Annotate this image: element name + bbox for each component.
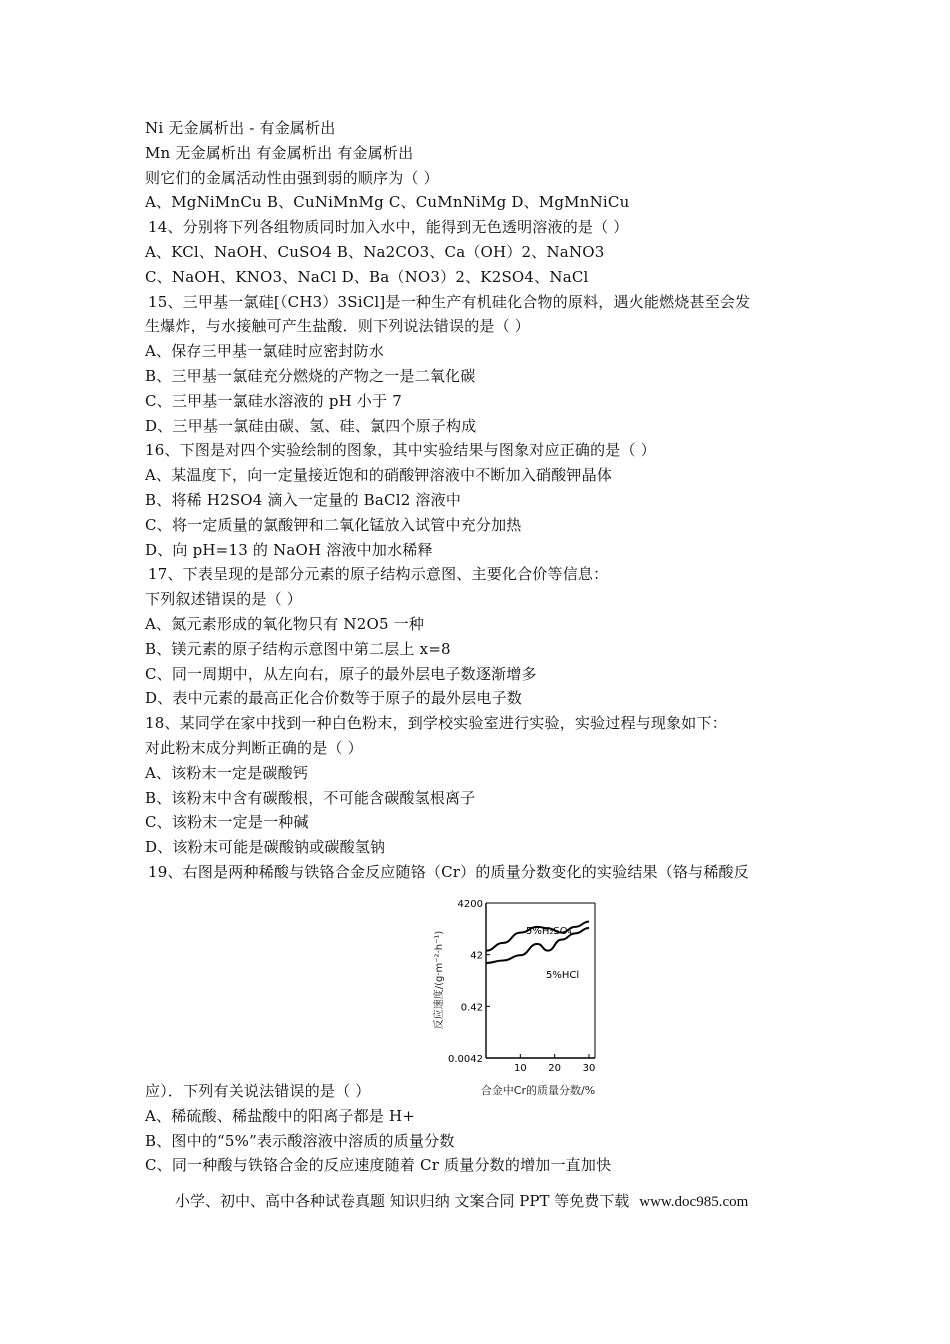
footer-link[interactable]: www.doc985.com — [639, 1194, 749, 1210]
text-line: A、该粉末一定是碳酸钙 — [145, 763, 309, 782]
text-line: B、镁元素的原子结构示意图中第二层上 x=8 — [145, 639, 451, 658]
text-line: D、三甲基一氯硅由碳、氢、硅、氯四个原子构成 — [145, 416, 477, 435]
text-line: 16、下图是对四个实验绘制的图象，其中实验结果与图象对应正确的是（ ） — [145, 441, 656, 460]
text-line: D、该粉末可能是碳酸钠或碳酸氢钠 — [145, 838, 386, 857]
text-line: C、同一种酸与铁铬合金的反应速度随着 Cr 质量分数的增加一直加快 — [145, 1156, 612, 1175]
text-line: B、三甲基一氯硅充分燃烧的产物之一是二氧化碳 — [145, 367, 476, 385]
text-line: 17、下表呈现的是部分元素的原子结构示意图、主要化合价等信息： — [148, 565, 609, 584]
text-line: D、向 pH=13 的 NaOH 溶液中加水稀释 — [145, 540, 433, 559]
text-line: 19、右图是两种稀酸与铁铬合金反应随铬（Cr）的质量分数变化的实验结果（铬与稀酸反 — [148, 863, 749, 881]
text-line: A、氮元素形成的氧化物只有 N2O5 一种 — [145, 615, 425, 633]
text-line: 14、分别将下列各组物质同时加入水中，能得到无色透明溶液的是（ ） — [148, 218, 629, 237]
series-label: 5%H₂SO₄ — [526, 926, 572, 937]
series-label: 5%HCl — [546, 970, 580, 981]
text-line: 对此粉末成分判断正确的是（ ） — [145, 739, 363, 757]
y-tick-label: 4200 — [457, 899, 483, 910]
text-line: C、NaOH、KNO3、NaCl D、Ba（NO3）2、K2SO4、NaCl — [145, 267, 589, 286]
text-line: A、稀硫酸、稀盐酸中的阳离子都是 H+ — [145, 1106, 416, 1125]
text-line: C、三甲基一氯硅水溶液的 pH 小于 7 — [145, 391, 403, 410]
text-line: A、KCl、NaOH、CuSO4 B、Na2CO3、Ca（OH）2、NaNO3 — [145, 243, 605, 261]
text-line: A、某温度下，向一定量接近饱和的硝酸钾溶液中不断加入硝酸钾晶体 — [145, 466, 613, 485]
text-line: 15、三甲基一氯硅[（CH3）3SiCl]是一种生产有机硅化合物的原料，遇火能燃烧甚至会发 — [148, 292, 751, 311]
chart-xlabel: 合金中Cr的质量分数/% — [480, 1084, 596, 1097]
text-line: 下列叙述错误的是（ ） — [145, 590, 302, 609]
text-line: B、该粉末中含有碳酸根，不可能含碳酸氢根离子 — [145, 788, 476, 807]
text-line: C、将一定质量的氯酸钾和二氧化锰放入试管中充分加热 — [145, 515, 522, 534]
text-line: Ni 无金属析出 - 有金属析出 — [145, 119, 336, 137]
text-line: 应）．下列有关说法错误的是（ ） — [145, 1082, 371, 1100]
reaction-rate-chart — [428, 898, 624, 1104]
text-line: B、图中的“5%”表示酸溶液中溶质的质量分数 — [145, 1131, 455, 1150]
x-tick-label: 30 — [582, 1063, 596, 1074]
x-tick-label: 20 — [548, 1063, 562, 1074]
text-line: A、MgNiMnCu B、CuNiMnMg C、CuMnNiMg D、MgMnNiCu — [145, 193, 630, 212]
footer-text: 小学、初中、高中各种试卷真题 知识归纳 文案合同 PPT 等免费下载 — [175, 1192, 630, 1210]
text-line: 生爆炸，与水接触可产生盐酸．则下列说法错误的是（ ） — [145, 317, 530, 336]
text-line: A、保存三甲基一氯硅时应密封防水 — [145, 342, 385, 361]
text-line: C、同一周期中，从左向右，原子的最外层电子数逐渐增多 — [145, 664, 537, 683]
chart-ylabel: 反应速度/(g·m⁻²·h⁻¹) — [434, 930, 445, 1030]
text-line: 18、某同学在家中找到一种白色粉末，到学校实验室进行实验，实验过程与现象如下： — [145, 714, 727, 733]
y-tick-label: 0.42 — [460, 1002, 483, 1014]
footer — [175, 1191, 748, 1212]
y-tick-label: 42 — [470, 950, 483, 962]
text-line: C、该粉末一定是一种碱 — [145, 813, 309, 832]
text-line: B、将稀 H2SO4 滴入一定量的 BaCl2 溶液中 — [145, 491, 462, 509]
text-line: 则它们的金属活动性由强到弱的顺序为（ ） — [145, 168, 439, 187]
text-line: D、表中元素的最高正化合价数等于原子的最外层电子数 — [145, 689, 523, 708]
text-line: Mn 无金属析出 有金属析出 有金属析出 — [145, 143, 414, 162]
y-tick-label: 0.0042 — [448, 1054, 483, 1065]
x-tick-label: 10 — [513, 1063, 527, 1074]
